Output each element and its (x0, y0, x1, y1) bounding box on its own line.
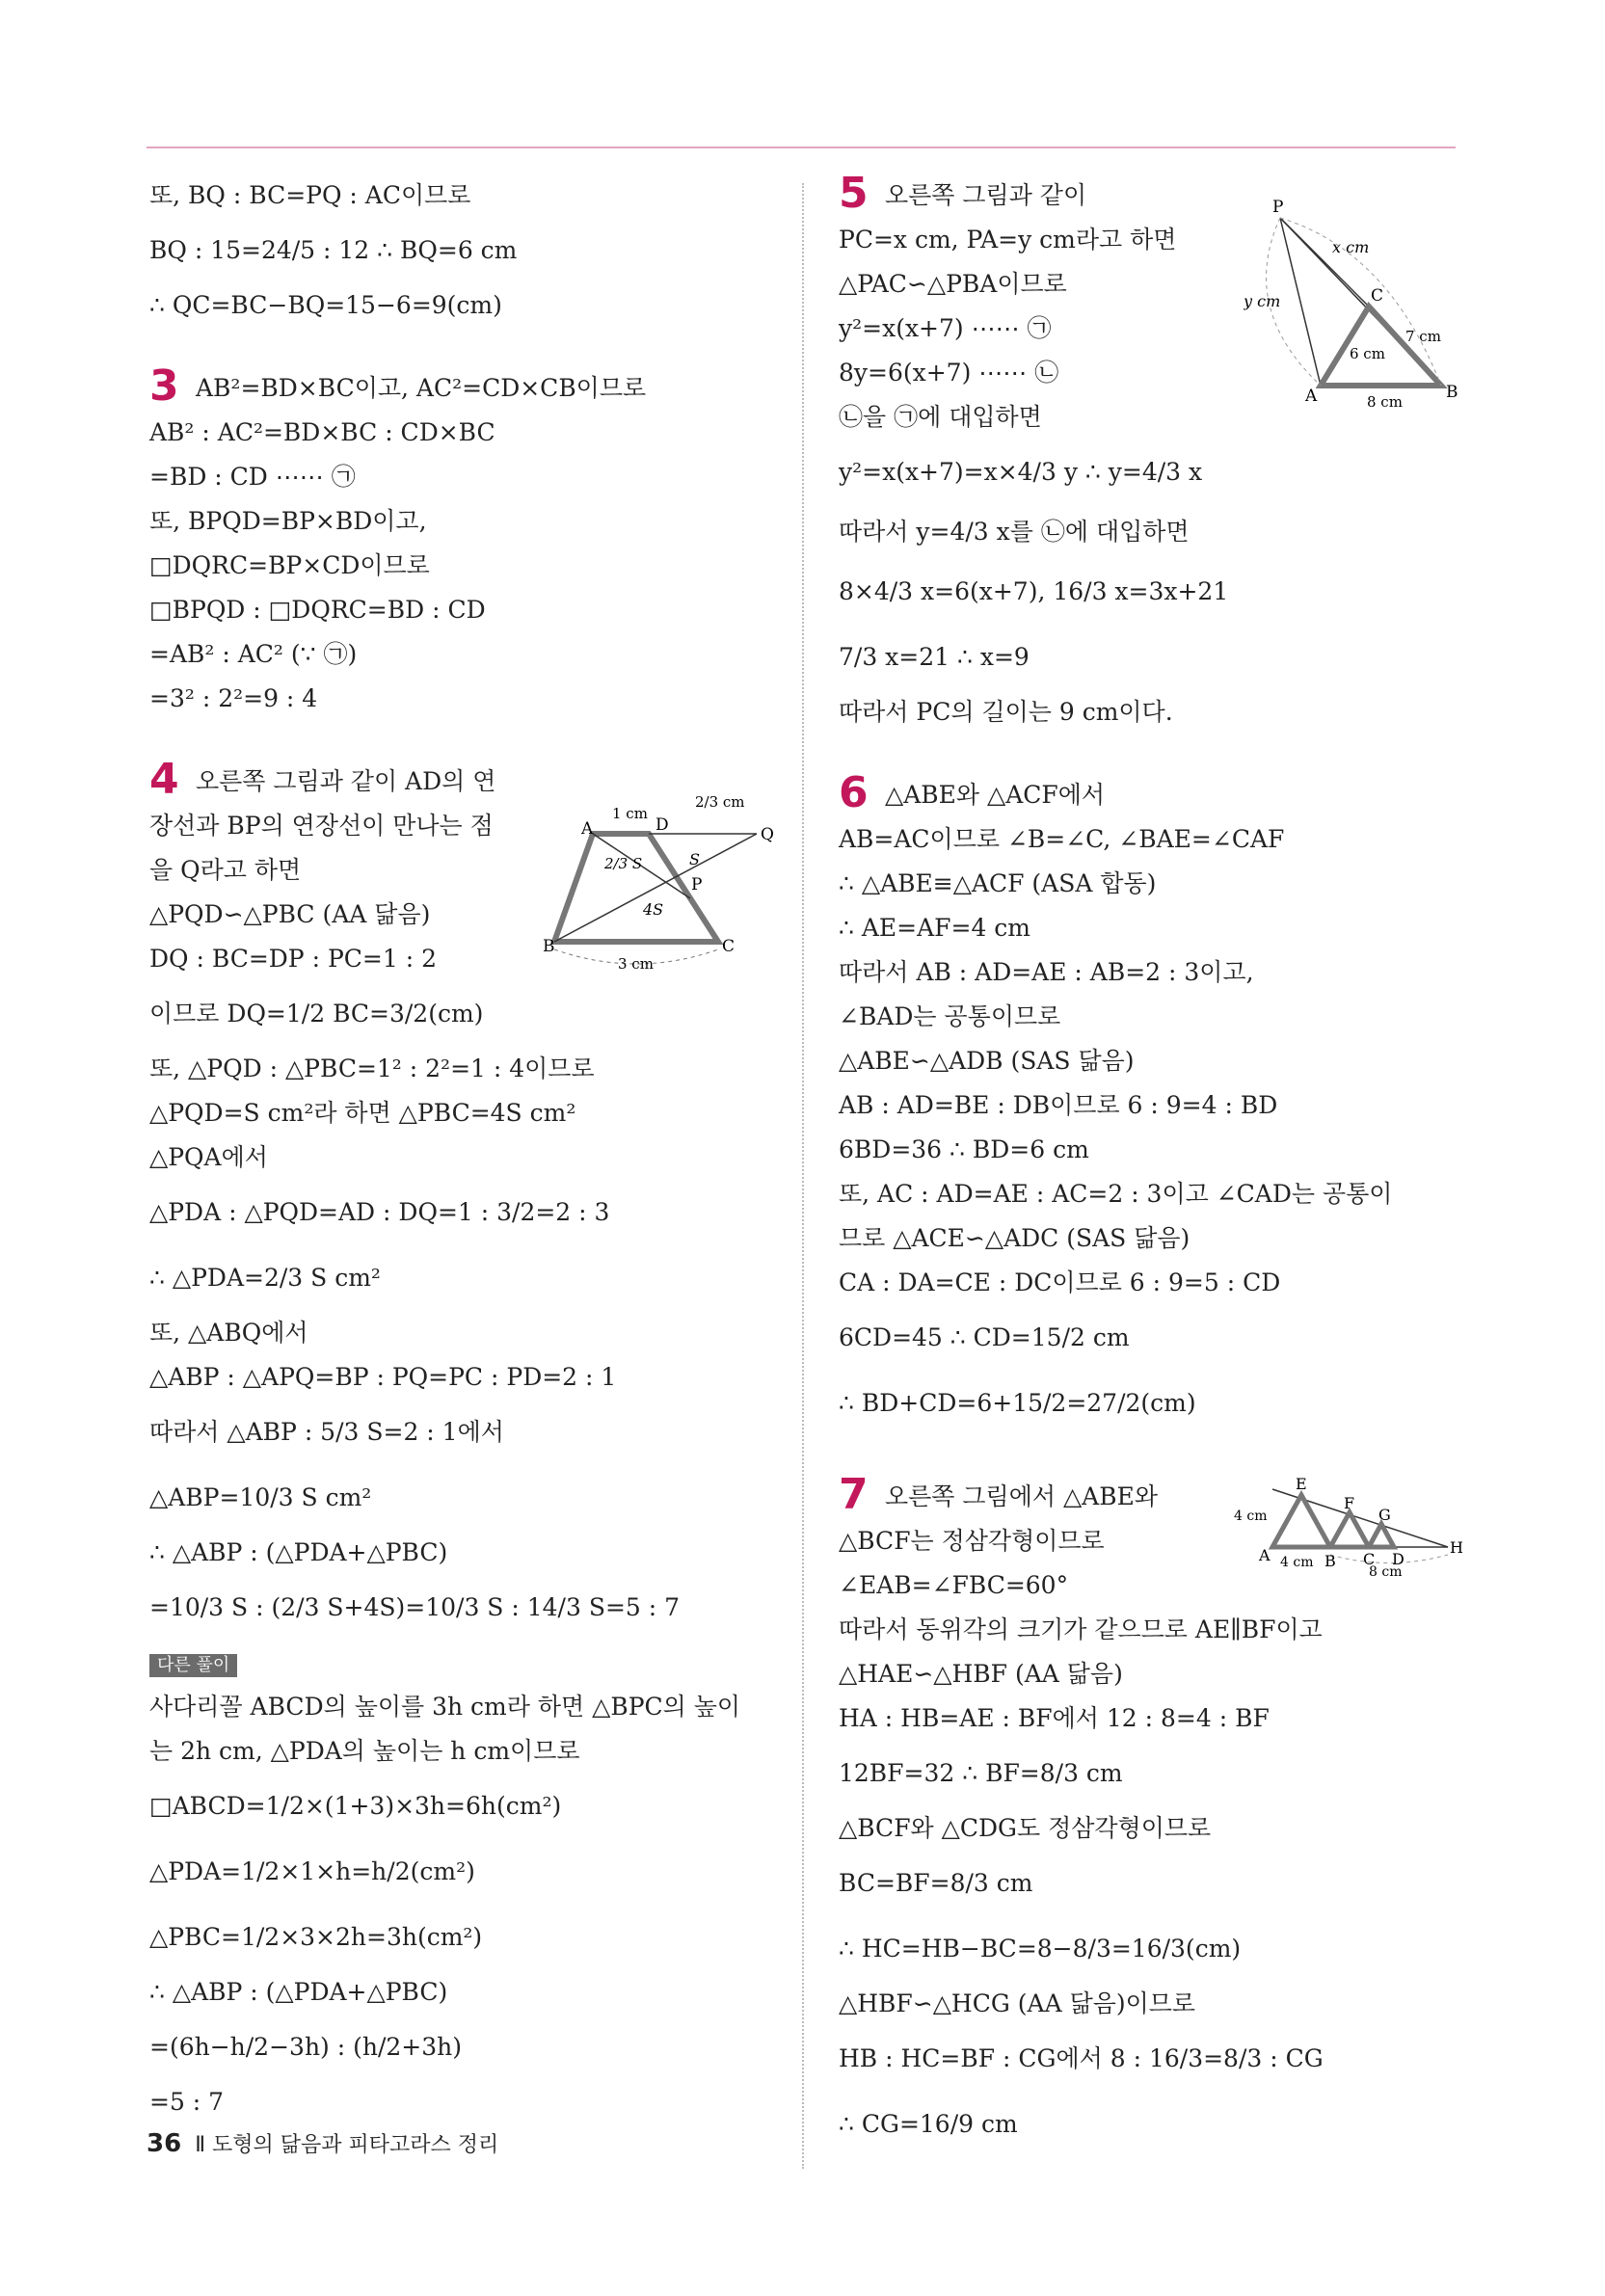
label-b: B (1324, 1552, 1336, 1570)
label-bh-length: 8 cm (1369, 1564, 1403, 1576)
solution-line (149, 1047, 776, 1091)
label-b: B (1446, 383, 1458, 402)
solution-text: □BPQD : □DQRC=BD : CD (149, 596, 486, 624)
label-ae-length: 4 cm (1234, 1508, 1268, 1524)
solution-line (839, 950, 1475, 995)
solution-text: HB : HC=BF : CG에서 8 : 16/3=8/3 : CG (839, 2044, 1324, 2072)
solution-line (149, 848, 525, 893)
spacer (149, 328, 776, 366)
solution-line (149, 981, 776, 1047)
solution-text: 또, BPQD=BP×BD이고, (149, 507, 427, 535)
solution-text: ∴ QC=BC−BQ=15−6=9(cm) (149, 291, 502, 319)
solution-line (839, 1652, 1475, 1696)
solution-text: 장선과 BP의 연장선이 만나는 점 (149, 812, 494, 840)
solution-text: ∴ △ABP : (△PDA+△PBC) (149, 1978, 448, 2006)
solution-line (149, 1685, 776, 1729)
label-p: P (691, 875, 703, 894)
solution-line (839, 1608, 1475, 1652)
label-p: P (1272, 198, 1284, 217)
solution-text: =3² : 2²=9 : 4 (149, 684, 318, 712)
label-area-s: S (689, 850, 700, 868)
solution-line (149, 937, 525, 981)
solution-line (839, 1305, 1475, 1371)
problem-number: 6 (839, 768, 869, 817)
solution-line (149, 893, 525, 937)
solution-text: =AB² : AC² (∵ ㉠) (149, 640, 358, 668)
solution-line (839, 1851, 1475, 1916)
solution-text: ∠EAB=∠FBC=60° (839, 1571, 1069, 1599)
solution-line (149, 1839, 776, 1905)
solution-text: =5 : 7 (149, 2088, 225, 2116)
solution-line (149, 1400, 776, 1465)
solution-text: 이므로 DQ=1/2 BC=3/2(cm) (149, 1000, 484, 1028)
problem-start-line (839, 169, 1215, 218)
label-d: D (655, 815, 669, 835)
label-a: A (1259, 1546, 1271, 1564)
solution-line (839, 1916, 1475, 1982)
solution-line (149, 1091, 776, 1135)
solution-line (839, 559, 1475, 625)
page-number: 36 (147, 2129, 182, 2158)
solution-text: ∴ △PDA=2/3 S cm² (149, 1264, 381, 1292)
solution-text: ∴ AE=AF=4 cm (839, 914, 1031, 942)
label-f: F (1344, 1494, 1355, 1512)
solution-text: 8y=6(x+7) ⋯⋯ ㉡ (839, 359, 1059, 387)
solution-line (149, 1531, 776, 1575)
solution-line (839, 505, 1475, 559)
solution-line (839, 1216, 1475, 1261)
label-ad-length: 1 cm (612, 805, 648, 822)
solution-text: △BCF는 정삼각형이므로 (839, 1527, 1105, 1555)
solution-text: △PDA : △PQD=AD : DQ=1 : 3/2=2 : 3 (149, 1198, 610, 1226)
solution-line (149, 1729, 776, 1774)
solution-text: =BD : CD ⋯⋯ ㉠ (149, 463, 356, 491)
problem-start-line (149, 361, 776, 411)
solution-text: 또, △PQD : △PBC=1² : 2²=1 : 4이므로 (149, 1055, 595, 1082)
solution-text: △PBC=1/2×3×2h=3h(cm²) (149, 1923, 483, 1951)
solution-text: =10/3 S : (2/3 S+4S)=10/3 S : 14/3 S=5 : 7 (149, 1593, 681, 1621)
solution-line (149, 1355, 776, 1400)
solution-text: △ABE∽△ADB (SAS 닮음) (839, 1047, 1135, 1075)
label-c: C (722, 937, 736, 956)
solution-line (839, 906, 1475, 950)
trapezoid-figure (535, 786, 776, 978)
solution-text: △HAE∽△HBF (AA 닮음) (839, 1660, 1123, 1688)
solution-text: ∴ HC=HB−BC=8−8/3=16/3(cm) (839, 1935, 1242, 1962)
problem-number: 3 (149, 361, 179, 411)
top-rule (147, 147, 1456, 148)
label-x: x cm (1332, 238, 1370, 256)
right-column (839, 169, 1475, 2157)
solution-line (149, 804, 525, 848)
solution-text: AB² : AC²=BD×BC : CD×BC (149, 418, 495, 446)
solution-line (839, 1083, 1475, 1128)
solution-text: 사다리꼴 ABCD의 높이를 3h cm라 하면 △BPC의 높이 (149, 1693, 741, 1721)
solution-text: 을 Q라고 하면 (149, 856, 302, 884)
solution-line (149, 2080, 776, 2124)
solution-text: 따라서 AB : AD=AE : AB=2 : 3이고, (839, 958, 1254, 986)
solution-line (149, 1245, 776, 1311)
solution-text: ∴ CG=16/9 cm (839, 2110, 1018, 2138)
label-e: E (1296, 1475, 1307, 1493)
solution-line (149, 411, 776, 455)
solution-line (149, 1774, 776, 1839)
solution-text: 따라서 동위각의 크기가 같으므로 AE∥BF이고 (839, 1615, 1323, 1643)
chapter-title: Ⅱ 도형의 닮음과 피타고라스 정리 (195, 2133, 499, 2157)
solution-line (839, 1741, 1475, 1806)
solution-line (149, 544, 776, 588)
column-divider (802, 183, 804, 2169)
solution-text: DQ : BC=DP : PC=1 : 2 (149, 945, 437, 973)
solution-text: 12BF=32 ∴ BF=8/3 cm (839, 1759, 1123, 1787)
solution-text: AB=AC이므로 ∠B=∠C, ∠BAE=∠CAF (839, 825, 1285, 853)
solution-text: ∴ △ABE≡△ACF (ASA 합동) (839, 869, 1157, 897)
solution-line (839, 625, 1475, 690)
problem-start-line (839, 768, 1475, 817)
solution-line (149, 1135, 776, 1180)
label-a: A (1305, 387, 1318, 406)
solution-line (839, 1371, 1475, 1436)
label-bc-length: 3 cm (618, 955, 654, 973)
label-h: H (1450, 1538, 1463, 1557)
solution-text: △HBF∽△HCG (AA 닮음)이므로 (839, 1989, 1196, 2017)
solution-text: =(6h−h/2−3h) : (h/2+3h) (149, 2033, 462, 2061)
solution-text: △ABP=10/3 S cm² (149, 1483, 372, 1511)
solution-text: AB²=BD×BC이고, AC²=CD×CB이므로 (196, 374, 647, 402)
alt-solution-tag (149, 1641, 776, 1685)
solution-text: CA : DA=CE : DC이므로 6 : 9=5 : CD (839, 1268, 1281, 1296)
spacer (839, 734, 1475, 773)
solution-text: □DQRC=BP×CD이므로 (149, 551, 430, 579)
label-a: A (581, 819, 594, 839)
label-y: y cm (1244, 292, 1281, 310)
solution-line (839, 1261, 1475, 1305)
solution-line (149, 1575, 776, 1641)
solution-text: 따라서 y=4/3 x를 ㉡에 대입하면 (839, 518, 1190, 546)
solution-text: 6CD=45 ∴ CD=15/2 cm (839, 1323, 1130, 1351)
solution-text: 또, AC : AD=AE : AC=2 : 3이고 ∠CAD는 공통이 (839, 1180, 1393, 1208)
label-dq-length: 2/3 cm (695, 793, 745, 811)
solution-line (839, 1519, 1215, 1563)
solution-text: 오른쪽 그림과 같이 (885, 181, 1087, 209)
solution-line (149, 174, 776, 218)
solution-text: ∴ BD+CD=6+15/2=27/2(cm) (839, 1389, 1196, 1417)
spacer (839, 1436, 1475, 1475)
solution-line (149, 2015, 776, 2080)
solution-text: 오른쪽 그림에서 △ABE와 (885, 1482, 1158, 1510)
solution-line (839, 1982, 1475, 2026)
problem-number: 5 (839, 169, 869, 218)
label-ab-length: 8 cm (1367, 393, 1403, 411)
solution-line (149, 1180, 776, 1245)
solution-line (839, 690, 1475, 734)
problem-start-line (839, 1470, 1215, 1519)
equilateral-triangles-figure (1234, 1470, 1465, 1576)
label-ab-length: 4 cm (1280, 1555, 1314, 1570)
solution-line (839, 1696, 1475, 1741)
solution-text: PC=x cm, PA=y cm라고 하면 (839, 226, 1177, 254)
solution-line (839, 1172, 1475, 1216)
solution-text: 따라서 △ABP : 5/3 S=2 : 1에서 (149, 1418, 504, 1446)
solution-text: △PQD∽△PBC (AA 닮음) (149, 900, 431, 928)
solution-text: AB : AD=BE : DB이므로 6 : 9=4 : BD (839, 1091, 1278, 1119)
solution-text: 는 2h cm, △PDA의 높이는 h cm이므로 (149, 1737, 580, 1765)
solution-text: △PQD=S cm²라 하면 △PBC=4S cm² (149, 1099, 576, 1127)
solution-text: △ABE와 △ACF에서 (885, 781, 1106, 809)
solution-text: BC=BF=8/3 cm (839, 1869, 1033, 1897)
problem-start-line (149, 755, 525, 804)
solution-text: y²=x(x+7)=x×4/3 y ∴ y=4/3 x (839, 458, 1203, 486)
problem-number: 7 (839, 1470, 869, 1519)
solution-line (839, 351, 1215, 395)
solution-text: BQ : 15=24/5 : 12 ∴ BQ=6 cm (149, 236, 518, 264)
solution-line (149, 1311, 776, 1355)
triangle-pab-figure (1244, 193, 1465, 414)
solution-text: △PAC∽△PBA이므로 (839, 270, 1067, 298)
solution-text: △PDA=1/2×1×h=h/2(cm²) (149, 1857, 475, 1885)
solution-line (149, 632, 776, 677)
solution-line (839, 307, 1215, 351)
solution-line (149, 677, 776, 721)
label-b: B (543, 937, 555, 956)
solution-line (149, 499, 776, 544)
page-footer (147, 2128, 498, 2158)
solution-line (839, 2026, 1475, 2092)
solution-text: 7/3 x=21 ∴ x=9 (839, 643, 1030, 671)
label-q: Q (761, 825, 774, 844)
label-cb-length: 7 cm (1405, 328, 1441, 345)
spacer (149, 721, 776, 760)
solution-text: ∠BAD는 공통이므로 (839, 1002, 1061, 1030)
solution-line (839, 1128, 1475, 1172)
solution-text: △BCF와 △CDG도 정삼각형이므로 (839, 1814, 1212, 1842)
label-c: C (1363, 1550, 1376, 1568)
label-c: C (1371, 286, 1384, 306)
label-area-2-3s: 2/3 S (604, 855, 643, 872)
solution-line (149, 588, 776, 632)
label-d: D (1392, 1550, 1404, 1568)
solution-text: △PQA에서 (149, 1143, 268, 1171)
solution-line (149, 283, 776, 328)
solution-line (149, 1905, 776, 1970)
solution-line (839, 862, 1475, 906)
solution-line (839, 2092, 1475, 2157)
solution-text: y²=x(x+7) ⋯⋯ ㉠ (839, 314, 1052, 342)
solution-line (839, 1806, 1475, 1851)
problem-number: 4 (149, 755, 179, 804)
label-area-4s: 4S (643, 900, 664, 919)
left-column (149, 174, 776, 2124)
solution-line (839, 440, 1475, 505)
solution-line (149, 218, 776, 283)
solution-line (149, 1970, 776, 2015)
solution-line (149, 455, 776, 499)
solution-text: △ABP : △APQ=BP : PQ=PC : PD=2 : 1 (149, 1363, 617, 1391)
solution-text: 또, △ABQ에서 (149, 1319, 308, 1347)
label-ac-length: 6 cm (1350, 345, 1385, 362)
solution-text: 오른쪽 그림과 같이 AD의 연 (196, 767, 496, 795)
solution-text: 따라서 PC의 길이는 9 cm이다. (839, 698, 1173, 726)
solution-line (839, 1039, 1475, 1083)
solution-text: 또, BQ : BC=PQ : AC이므로 (149, 181, 471, 209)
solution-line (839, 817, 1475, 862)
solution-text: 8×4/3 x=6(x+7), 16/3 x=3x+21 (839, 577, 1229, 605)
solution-text: HA : HB=AE : BF에서 12 : 8=4 : BF (839, 1704, 1270, 1732)
solution-text: ㉡을 ㉠에 대입하면 (839, 403, 1042, 431)
alt-solution-label: 다른 풀이 (149, 1654, 237, 1677)
solution-line (149, 1465, 776, 1531)
solution-text: 6BD=36 ∴ BD=6 cm (839, 1135, 1089, 1163)
solution-line (839, 218, 1215, 262)
solution-text: □ABCD=1/2×(1+3)×3h=6h(cm²) (149, 1792, 562, 1820)
label-g: G (1378, 1506, 1391, 1524)
solution-text: ∴ △ABP : (△PDA+△PBC) (149, 1538, 448, 1566)
solution-text: 므로 △ACE∽△ADC (SAS 닮음) (839, 1224, 1190, 1252)
solution-line (839, 262, 1215, 307)
solution-line (839, 995, 1475, 1039)
